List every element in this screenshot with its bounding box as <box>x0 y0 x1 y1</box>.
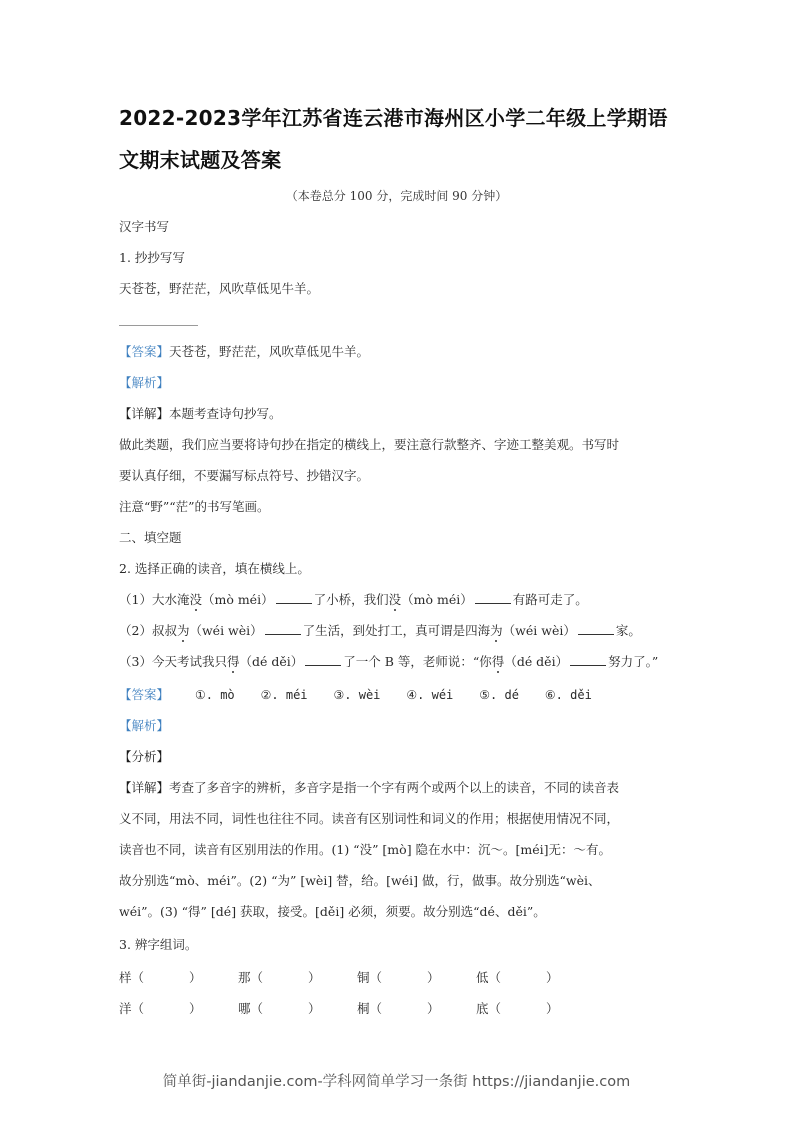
answer-item: ②. méi <box>260 688 308 702</box>
question-2-item-2 <box>119 623 641 639</box>
close-paren: ） <box>189 970 202 985</box>
word-char: 底（ <box>475 1001 501 1016</box>
question-2-label: 2. 选择正确的读音，填在横线上。 <box>119 561 310 576</box>
word-char: 桐（ <box>356 1001 382 1016</box>
dotted-char: 为 <box>490 623 503 638</box>
footer-watermark: 简单街-jiandanjie.com-学科网简单学习一条街 https://jiandanjie.com <box>162 1074 631 1090</box>
answer-tag: 【答案】 <box>119 687 170 702</box>
pinyin-options: （wéi wèi） <box>502 623 576 638</box>
fenxi-tag: 【分析】 <box>119 749 170 764</box>
question-2-item-1 <box>119 592 588 608</box>
analysis-tag: 【解析】 <box>119 375 170 390</box>
word-group-row-2 <box>119 999 591 1017</box>
section-2-heading: 二、填空题 <box>119 530 182 545</box>
pinyin-options: （wéi wèi） <box>189 623 263 638</box>
answer-2 <box>119 687 592 703</box>
fill-blank <box>276 593 312 604</box>
divider-rule <box>119 325 198 326</box>
analysis-tag: 【解析】 <box>119 718 170 733</box>
word-char: 样（ <box>119 970 145 985</box>
word-cell <box>476 999 591 1017</box>
close-paren: ） <box>189 1001 202 1016</box>
pinyin-options: （dé děi） <box>239 654 304 669</box>
dotted-char: 没 <box>189 592 202 607</box>
document-subtitle: （本卷总分 100 分，完成时间 90 分钟） <box>285 189 508 203</box>
detail-paragraph-3: 注意“野”“茫”的书写笔画。 <box>119 499 270 514</box>
dotted-char: 没 <box>388 592 402 607</box>
item-text: 家。 <box>615 623 641 638</box>
fill-blank <box>475 593 511 604</box>
document-title-line2: 文期末试题及答案 <box>119 148 282 172</box>
word-cell <box>238 968 353 986</box>
close-paren: ） <box>426 970 440 985</box>
question-1-text: 天苍苍，野茫茫，风吹草低见牛羊。 <box>119 281 320 296</box>
word-cell <box>238 999 353 1017</box>
dotted-char: 为 <box>176 623 190 638</box>
word-cell <box>119 999 234 1017</box>
pinyin-options: （mò méi） <box>201 592 274 607</box>
answer-item: ③. wèi <box>333 688 381 702</box>
pinyin-options: （dé děi） <box>504 654 569 669</box>
item-text: （2）叔叔 <box>119 623 177 638</box>
detail-paragraph-2: 要认真仔细，不要漏写标点符号、抄错汉字。 <box>119 468 370 483</box>
item-text: 了生活，到处打工，真可谓是四海 <box>302 623 491 638</box>
close-paren: ） <box>307 1001 321 1016</box>
detail-1 <box>119 406 282 422</box>
item-text: （3）今天考试我只 <box>119 654 227 669</box>
word-char: 洋（ <box>119 1001 145 1016</box>
question-3-label: 3. 辨字组词。 <box>119 937 198 952</box>
detail-2-line-2: 义不同，用法不同，词性也往往不同。读音有区别词性和词义的作用；根据使用情况不同， <box>119 811 620 826</box>
word-cell <box>119 968 234 986</box>
item-text: 有路可走了。 <box>512 592 588 607</box>
detail-text: 本题考查诗句抄写。 <box>169 406 282 421</box>
question-2-item-3 <box>119 654 658 670</box>
answer-text: 天苍苍，野茫茫，风吹草低见牛羊。 <box>169 344 370 359</box>
word-char: 那（ <box>237 970 263 985</box>
close-paren: ） <box>545 970 559 985</box>
item-text: 了小桥，我们 <box>313 592 389 607</box>
close-paren: ） <box>307 970 321 985</box>
answer-item: ⑥. děi <box>544 688 592 702</box>
dotted-char: 得 <box>226 654 240 669</box>
fill-blank <box>265 624 301 635</box>
item-text: 了一个 B 等，老师说：“你 <box>343 654 492 669</box>
word-cell <box>357 968 472 986</box>
pinyin-options: （mò méi） <box>401 592 473 607</box>
detail-paragraph-1: 做此类题，我们应当要将诗句抄在指定的横线上，要注意行款整齐、字迹工整美观。书写时 <box>119 437 620 452</box>
item-text: 努力了。” <box>608 654 659 669</box>
detail-2-line-4: 故分别选“mò、méi”。(2) “为” [wèi] 替，给。[wéi] 做，行，做事。故分别选“wèi、 <box>119 873 601 888</box>
answer-1 <box>119 344 369 360</box>
close-paren: ） <box>426 1001 440 1016</box>
answer-item: ⑤. dé <box>479 688 519 702</box>
dotted-char: 得 <box>491 654 505 669</box>
detail-2-line-5: wéi”。(3) “得” [dé] 获取，接受。[děi] 必须，须要。故分别选“dé、děi”。 <box>119 904 546 919</box>
close-paren: ） <box>545 1001 559 1016</box>
detail-2-line-3: 读音也不同，读音有区别用法的作用。(1) “没” [mò] 隐在水中：沉～。[méi]无：～有。 <box>119 842 612 857</box>
word-char: 铜（ <box>356 970 382 985</box>
word-cell <box>476 968 591 986</box>
answer-item: ④. wéi <box>406 688 454 702</box>
item-text: （1）大水淹 <box>119 592 190 607</box>
word-cell <box>357 999 472 1017</box>
answer-tag: 【答案】 <box>119 344 170 359</box>
detail-text: 考查了多音字的辨析，多音字是指一个字有两个或两个以上的读音，不同的读音表 <box>169 780 620 795</box>
detail-2-line-1 <box>119 780 619 796</box>
detail-tag: 【详解】 <box>119 780 170 795</box>
fill-blank <box>578 624 614 635</box>
fill-blank <box>570 655 606 666</box>
word-group-row-1 <box>119 968 591 986</box>
word-char: 哪（ <box>237 1001 263 1016</box>
word-char: 低（ <box>475 970 501 985</box>
fill-blank <box>305 655 341 666</box>
section-heading: 汉字书写 <box>119 219 170 234</box>
question-1-label: 1. 抄抄写写 <box>119 250 185 265</box>
document-title-line1: 2022-2023学年江苏省连云港市海州区小学二年级上学期语 <box>119 106 668 130</box>
detail-tag: 【详解】 <box>119 406 170 421</box>
answer-item: ①. mò <box>195 688 235 702</box>
